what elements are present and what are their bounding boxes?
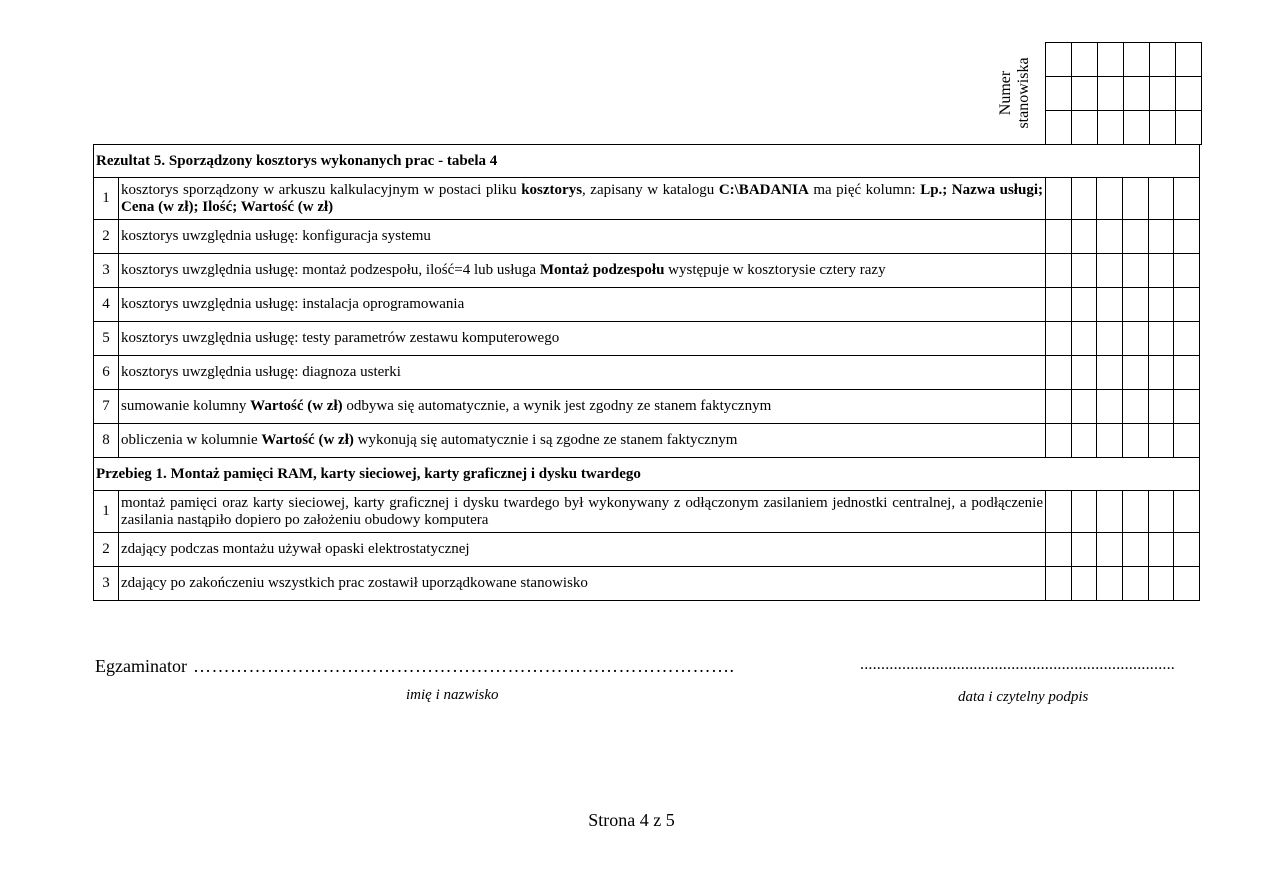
criterion-text-part: ma pięć kolumn:	[808, 181, 921, 198]
score-cell[interactable]	[1148, 390, 1174, 424]
score-cell[interactable]	[1097, 491, 1123, 533]
table-row	[94, 322, 1200, 356]
criterion-text-part: zdający po zakończeniu wszystkich prac zostawił uporządkowane stanowisko	[121, 575, 588, 591]
table-row	[94, 533, 1200, 567]
score-cell[interactable]	[1174, 356, 1200, 390]
row-number: 1	[94, 491, 119, 533]
score-cell[interactable]	[1123, 356, 1149, 390]
score-cell[interactable]	[1148, 533, 1174, 567]
score-cell[interactable]	[1097, 322, 1123, 356]
row-number: 3	[94, 254, 119, 288]
criterion-text-part: montaż pamięci oraz karty sieciowej, karty graficznej i dysku twardego był wykonywany z odłączonym zasilaniem jednostki centralnej, a podłączenie zasilania nastąpiło dopiero po założeniu obudowy komputera	[121, 494, 1043, 528]
row-number: 7	[94, 390, 119, 424]
date-signature-caption: data i czytelny podpis	[958, 689, 1089, 705]
station-number-cell[interactable]	[1072, 111, 1098, 145]
station-number-cell[interactable]	[1150, 111, 1176, 145]
station-number-cell[interactable]	[1124, 43, 1150, 77]
score-cell[interactable]	[1123, 567, 1149, 601]
criterion-text-bold: Wartość (w zł)	[261, 432, 354, 448]
score-cell[interactable]	[1071, 567, 1097, 601]
name-caption: imię i nazwisko	[406, 687, 499, 703]
score-cell[interactable]	[1148, 356, 1174, 390]
score-cell[interactable]	[1071, 220, 1097, 254]
criterion-text	[119, 178, 1046, 220]
score-cell[interactable]	[1148, 178, 1174, 220]
score-cell[interactable]	[1174, 390, 1200, 424]
table-row	[94, 567, 1200, 601]
criterion-text-part: kosztorys sporządzony w arkuszu kalkulacyjnym w postaci pliku	[121, 181, 522, 198]
score-cell[interactable]	[1148, 288, 1174, 322]
criterion-text-part: wykonują się automatycznie i są zgodne ze stanem faktycznym	[353, 432, 738, 448]
criterion-text-part: obliczenia w kolumnie	[121, 432, 262, 448]
criterion-text	[119, 533, 1046, 567]
score-cell[interactable]	[1148, 424, 1174, 458]
criterion-text-part: , zapisany w katalogu	[582, 181, 719, 198]
score-cell[interactable]	[1123, 424, 1149, 458]
station-number-cell[interactable]	[1046, 111, 1072, 145]
score-cell[interactable]	[1123, 220, 1149, 254]
criterion-text	[119, 220, 1046, 254]
criterion-text	[119, 356, 1046, 390]
station-number-label	[990, 42, 1040, 144]
score-cell[interactable]	[1097, 288, 1123, 322]
row-number: 8	[94, 424, 119, 458]
criterion-text	[119, 567, 1046, 601]
score-cell[interactable]	[1071, 390, 1097, 424]
score-cell[interactable]	[1174, 567, 1200, 601]
criterion-text-part: kosztorys uwzględnia usługę: testy parametrów zestawu komputerowego	[121, 330, 560, 346]
score-cell[interactable]	[1174, 424, 1200, 458]
section-header	[94, 458, 1200, 491]
criterion-text-part: występuje w kosztorysie cztery razy	[664, 262, 886, 278]
score-cell[interactable]	[1174, 533, 1200, 567]
row-number: 6	[94, 356, 119, 390]
station-number-cell[interactable]	[1150, 43, 1176, 77]
score-cell[interactable]	[1097, 533, 1123, 567]
assessment-table	[93, 144, 1200, 601]
station-number-cell[interactable]	[1176, 43, 1202, 77]
score-cell[interactable]	[1071, 424, 1097, 458]
score-cell[interactable]	[1123, 254, 1149, 288]
examiner-signature-line[interactable]: ...........................................................................	[860, 656, 1175, 673]
score-cell[interactable]	[1071, 178, 1097, 220]
score-cell[interactable]	[1174, 322, 1200, 356]
station-number-cell[interactable]	[1124, 111, 1150, 145]
score-cell[interactable]	[1123, 491, 1149, 533]
score-cell[interactable]	[1097, 390, 1123, 424]
score-cell[interactable]	[1071, 254, 1097, 288]
station-number-cell[interactable]	[1046, 77, 1072, 111]
section-title: Rezultat 5. Sporządzony kosztorys wykonanych prac - tabela 4	[94, 145, 1200, 178]
score-cell[interactable]	[1174, 178, 1200, 220]
table-row	[94, 356, 1200, 390]
score-cell[interactable]	[1123, 178, 1149, 220]
score-cell[interactable]	[1123, 390, 1149, 424]
score-cell[interactable]	[1097, 356, 1123, 390]
score-cell[interactable]	[1046, 178, 1072, 220]
score-cell[interactable]	[1046, 424, 1072, 458]
table-row	[94, 178, 1200, 220]
score-cell[interactable]	[1148, 220, 1174, 254]
score-cell[interactable]	[1148, 322, 1174, 356]
score-cell[interactable]	[1148, 254, 1174, 288]
criterion-text-part: sumowanie kolumny	[121, 398, 251, 414]
row-number: 5	[94, 322, 119, 356]
table-row	[94, 220, 1200, 254]
examiner-label: Egzaminator	[95, 656, 187, 676]
criterion-text-part: kosztorys uwzględnia usługę: instalacja oprogramowania	[121, 296, 465, 312]
criterion-text	[119, 424, 1046, 458]
score-cell[interactable]	[1046, 288, 1072, 322]
criterion-text-bold: Wartość (w zł)	[250, 398, 343, 414]
score-cell[interactable]	[1046, 390, 1072, 424]
criterion-text-part: kosztorys uwzględnia usługę: montaż podzespołu, ilość=4 lub usługa	[121, 262, 540, 278]
station-number-cell[interactable]	[1098, 77, 1124, 111]
station-number-cell[interactable]	[1176, 111, 1202, 145]
station-number-cell[interactable]	[1176, 77, 1202, 111]
criterion-text-part: kosztorys uwzględnia usługę: diagnoza usterki	[121, 364, 401, 380]
criterion-text-bold: Montaż podzespołu	[539, 262, 665, 278]
station-number-grid	[1045, 42, 1202, 145]
table-row	[94, 424, 1200, 458]
score-cell[interactable]	[1174, 254, 1200, 288]
station-number-cell[interactable]	[1098, 111, 1124, 145]
station-number-label-line1: Numer	[997, 70, 1014, 116]
station-number-cell[interactable]	[1150, 77, 1176, 111]
criterion-text-bold: kosztorys	[521, 181, 583, 198]
criterion-text	[119, 491, 1046, 533]
station-number-cell[interactable]	[1124, 77, 1150, 111]
row-number: 2	[94, 220, 119, 254]
score-cell[interactable]	[1071, 288, 1097, 322]
row-number: 2	[94, 533, 119, 567]
station-number-cell[interactable]	[1072, 77, 1098, 111]
table-row	[94, 288, 1200, 322]
score-cell[interactable]	[1123, 322, 1149, 356]
criterion-text	[119, 254, 1046, 288]
score-cell[interactable]	[1174, 288, 1200, 322]
score-cell[interactable]	[1174, 220, 1200, 254]
score-cell[interactable]	[1097, 567, 1123, 601]
score-cell[interactable]	[1174, 491, 1200, 533]
score-cell[interactable]	[1071, 533, 1097, 567]
criterion-text	[119, 322, 1046, 356]
table-row	[94, 390, 1200, 424]
criterion-text-part: zdający podczas montażu używał opaski elektrostatycznej	[121, 541, 470, 557]
section-title: Przebieg 1. Montaż pamięci RAM, karty sieciowej, karty graficznej i dysku twardego	[94, 458, 1200, 491]
score-cell[interactable]	[1071, 491, 1097, 533]
criterion-text	[119, 288, 1046, 322]
station-number-label-line2: stanowiska	[1015, 57, 1032, 129]
score-cell[interactable]	[1046, 220, 1072, 254]
section-header	[94, 145, 1200, 178]
criterion-text-part: odbywa się automatycznie, a wynik jest zgodny ze stanem faktycznym	[342, 398, 772, 414]
score-cell[interactable]	[1046, 567, 1072, 601]
row-number: 4	[94, 288, 119, 322]
score-cell[interactable]	[1097, 254, 1123, 288]
score-cell[interactable]	[1148, 567, 1174, 601]
table-row	[94, 491, 1200, 533]
score-cell[interactable]	[1046, 254, 1072, 288]
score-cell[interactable]	[1097, 178, 1123, 220]
score-cell[interactable]	[1046, 491, 1072, 533]
criterion-text-part: kosztorys uwzględnia usługę: konfiguracja systemu	[121, 228, 431, 244]
score-cell[interactable]	[1046, 322, 1072, 356]
examiner-name-line[interactable]: …………………………………………………………………………….	[193, 656, 735, 676]
criterion-text-bold: C:\BADANIA	[718, 181, 809, 198]
score-cell[interactable]	[1046, 356, 1072, 390]
criterion-text-bold: Lp.; Nazwa usługi; Cena (w zł); Ilość; Wartość (w zł)	[121, 181, 1043, 215]
row-number: 1	[94, 178, 119, 220]
score-cell[interactable]	[1046, 533, 1072, 567]
score-cell[interactable]	[1097, 220, 1123, 254]
station-number-cell[interactable]	[1046, 43, 1072, 77]
criterion-text	[119, 390, 1046, 424]
row-number: 3	[94, 567, 119, 601]
score-cell[interactable]	[1123, 288, 1149, 322]
table-row	[94, 254, 1200, 288]
page-number: Strona 4 z 5	[588, 810, 675, 830]
score-cell[interactable]	[1071, 356, 1097, 390]
score-cell[interactable]	[1071, 322, 1097, 356]
station-number-cell[interactable]	[1072, 43, 1098, 77]
score-cell[interactable]	[1148, 491, 1174, 533]
station-number-cell[interactable]	[1098, 43, 1124, 77]
score-cell[interactable]	[1123, 533, 1149, 567]
score-cell[interactable]	[1097, 424, 1123, 458]
